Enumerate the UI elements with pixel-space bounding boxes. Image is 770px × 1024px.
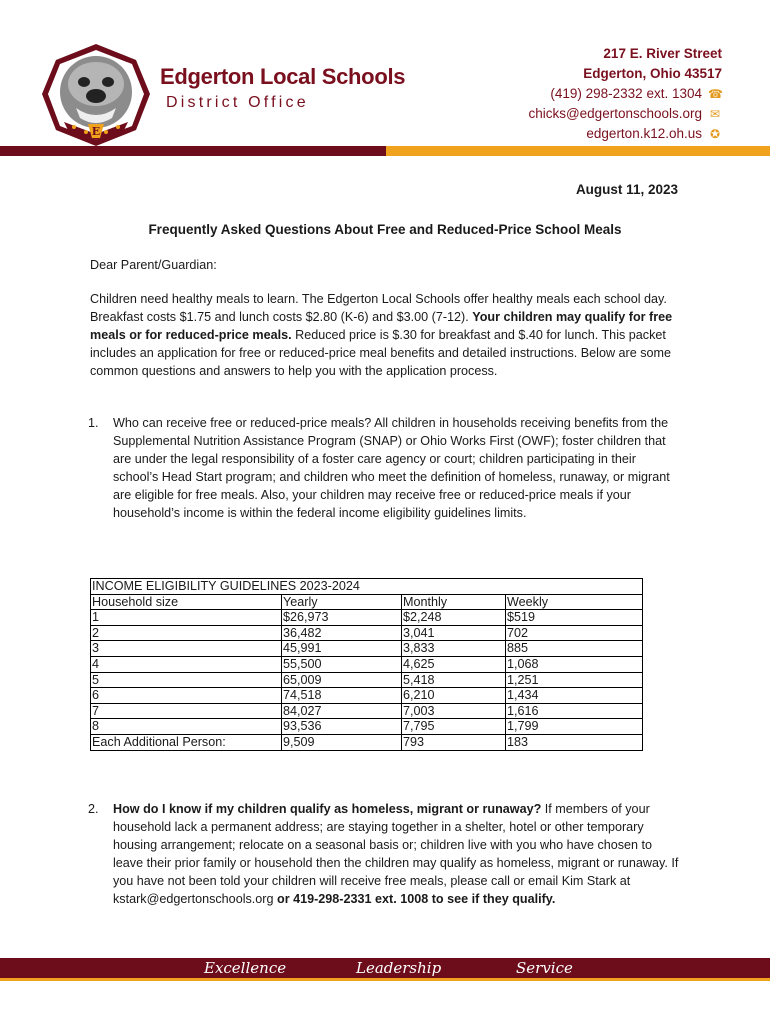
table-cell: 93,536 xyxy=(282,719,402,735)
page-title: Frequently Asked Questions About Free and Reduced-Price School Meals xyxy=(148,222,622,237)
table-cell: 183 xyxy=(506,734,643,750)
table-cell: 8 xyxy=(91,719,282,735)
table-cell: 7 xyxy=(91,703,282,719)
table-cell: Each Additional Person: xyxy=(91,734,282,750)
table-cell: 6,210 xyxy=(402,688,506,704)
school-logo xyxy=(40,40,152,148)
intro-text-2: Reduced price is $.30 for breakfast and $.40 for lunch. This packet includes an application for free or reduced-price meal benefits and detailed instructions. Below are some common questions and answers to help you with the application process. xyxy=(90,328,672,378)
table-cell: 9,509 xyxy=(282,734,402,750)
table-cell: 74,518 xyxy=(282,688,402,704)
table-cell: 4 xyxy=(91,656,282,672)
table-cell: 6 xyxy=(91,688,282,704)
table-cell: 7,795 xyxy=(402,719,506,735)
table-cell: 702 xyxy=(506,625,643,641)
intro-text-1: Children need healthy meals to learn. The Edgerton Local Schools offer healthy meals each school day. Breakfast costs $1.75 and lunch costs $2.80 (K-6) and $3.00 (7-12). xyxy=(90,292,667,324)
table-row xyxy=(91,641,643,657)
contact-block xyxy=(528,44,722,144)
table-cell: 885 xyxy=(506,641,643,657)
table-cell: 55,500 xyxy=(282,656,402,672)
table-cell: 793 xyxy=(402,734,506,750)
table-cell: 3,041 xyxy=(402,625,506,641)
table-cell: 5 xyxy=(91,672,282,688)
header-bar-maroon xyxy=(0,146,386,156)
table-cell: 3,833 xyxy=(402,641,506,657)
table-row xyxy=(91,688,643,704)
table-cell: 45,991 xyxy=(282,641,402,657)
table-title: INCOME ELIGIBILITY GUIDELINES 2023-2024 xyxy=(91,579,643,595)
table-row xyxy=(91,610,643,626)
table-cell: $2,248 xyxy=(402,610,506,626)
table-cell: 7,003 xyxy=(402,703,506,719)
table-cell: 1,799 xyxy=(506,719,643,735)
phone-icon: ☎ xyxy=(708,87,723,101)
question-1 xyxy=(90,414,680,522)
question-2-text xyxy=(113,800,680,908)
phone-number: (419) 298-2332 ext. 1304 xyxy=(550,86,702,101)
table-row xyxy=(91,672,643,688)
table-cell: 84,027 xyxy=(282,703,402,719)
logo-letter: E xyxy=(91,125,101,138)
question-number: 1. xyxy=(88,416,99,430)
table-cell: 2 xyxy=(91,625,282,641)
table-cell: 1,251 xyxy=(506,672,643,688)
website-line[interactable] xyxy=(528,124,722,144)
table-row xyxy=(91,703,643,719)
city-address: Edgerton, Ohio 43517 xyxy=(583,66,722,81)
table-cell: 1 xyxy=(91,610,282,626)
footer-gold-line xyxy=(0,978,770,981)
table-cell: $26,973 xyxy=(282,610,402,626)
table-row xyxy=(91,734,643,750)
mail-icon: ✉ xyxy=(709,107,721,121)
letter-date: August 11, 2023 xyxy=(575,182,678,197)
intro-bold: Your children may qualify for free meals or for reduced-price meals. xyxy=(90,310,673,342)
school-name: Edgerton Local Schools xyxy=(160,64,406,89)
income-eligibility-table xyxy=(90,578,643,751)
table-header-row xyxy=(91,594,643,610)
phone-line xyxy=(528,84,722,104)
table-row xyxy=(91,656,643,672)
motto-excellence: Excellence xyxy=(204,959,287,977)
motto-leadership: Leadership xyxy=(356,959,442,977)
question-2-bold: How do I know if my children qualify as homeless, migrant or runaway? xyxy=(113,802,542,816)
intro-paragraph xyxy=(90,290,680,380)
email-line[interactable] xyxy=(528,104,722,124)
table-cell: 36,482 xyxy=(282,625,402,641)
header-cell: Monthly xyxy=(402,594,506,610)
street-address: 217 E. River Street xyxy=(603,46,722,61)
question-number: 2. xyxy=(88,802,99,816)
question-2-contact: or 419-298-2331 ext. 1008 to see if they qualify. xyxy=(277,892,556,906)
table-row xyxy=(91,625,643,641)
email-address[interactable]: chicks@edgertonschools.org xyxy=(528,106,702,121)
header-cell: Yearly xyxy=(282,594,402,610)
table-cell: 65,009 xyxy=(282,672,402,688)
question-2-body: If members of your household lack a permanent address; are staying together in a shelter, hotel or other temporary housing arrangement; relocate on a seasonal basis or; children live with you who have chosen to leave their prior family or household then the children may qualify as homeless, migrant or runaway. If you have not been told your children will receive free meals, please call or email Kim Stark at kstark@edgertonschools.org xyxy=(113,802,679,906)
table-cell: $519 xyxy=(506,610,643,626)
table-row xyxy=(91,719,643,735)
greeting: Dear Parent/Guardian: xyxy=(90,258,217,272)
header-bar-gold xyxy=(386,146,770,156)
table-cell: 1,616 xyxy=(506,703,643,719)
question-1-text: Who can receive free or reduced-price meals? All children in households receiving benefits from the Supplemental Nutrition Assistance Program (SNAP) or Ohio Works First (OWF); foster children that are under the legal responsibility of a foster care agency or court; children participating in their school’s Head Start program; and children who meet the definition of homeless, runaway, or migrant are eligible for free meals. Also, your children may receive free or reduced-price meals if your household’s income is within the federal income eligibility guidelines limits. xyxy=(113,416,670,520)
question-2 xyxy=(90,800,680,908)
header-cell: Weekly xyxy=(506,594,643,610)
table-cell: 1,434 xyxy=(506,688,643,704)
bulldog-logo-icon xyxy=(40,40,152,148)
globe-icon: ✪ xyxy=(709,127,721,141)
header-cell: Household size xyxy=(91,594,282,610)
table-cell: 1,068 xyxy=(506,656,643,672)
district-office: District Office xyxy=(166,94,309,111)
motto-service: Service xyxy=(516,959,573,977)
website[interactable]: edgerton.k12.oh.us xyxy=(586,126,702,141)
table-cell: 4,625 xyxy=(402,656,506,672)
table-cell: 3 xyxy=(91,641,282,657)
table-title-row xyxy=(91,579,643,595)
table-cell: 5,418 xyxy=(402,672,506,688)
